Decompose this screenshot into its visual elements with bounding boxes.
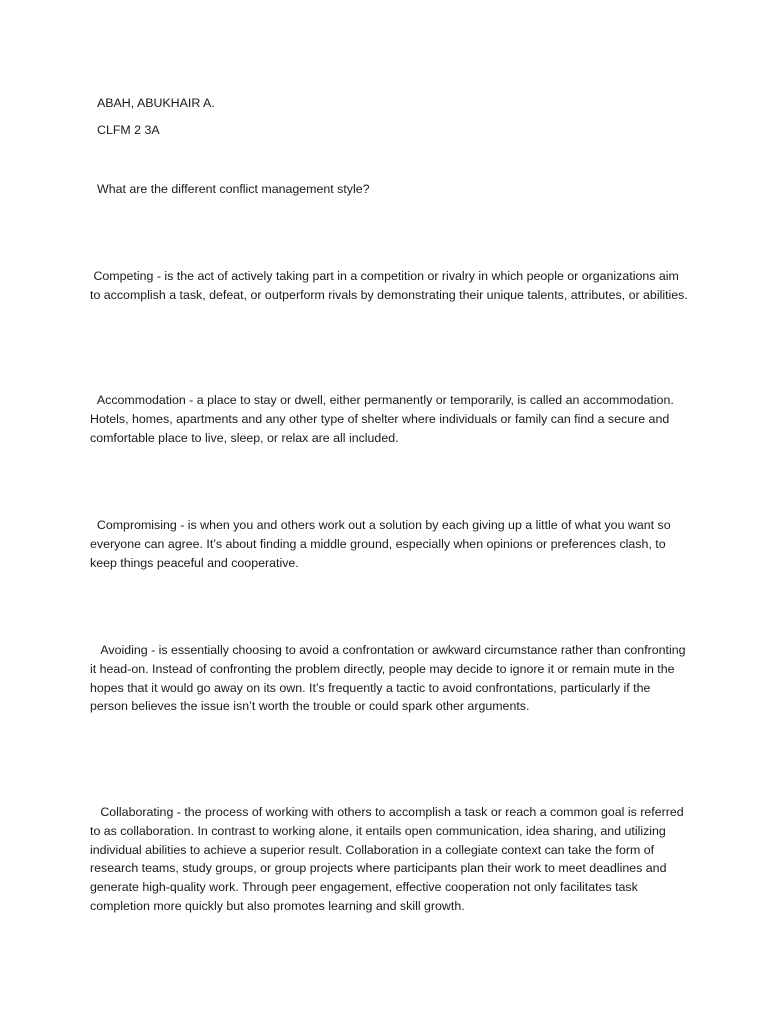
question-heading: What are the different conflict management style?: [97, 182, 370, 196]
answer-compromising: Compromising - is when you and others work out a solution by each giving up a little of what you want so everyone can agree. It’s about finding a middle ground, especially when opinions or preferences clash, to keep things peaceful and cooperative.: [90, 518, 675, 570]
answer-competing: Competing - is the act of actively taking part in a competition or rivalry in which people or organizations aim to accomplish a task, defeat, or outperform rivals by demonstrating their unique talents, attributes, or abilities.: [90, 269, 688, 302]
answer-accommodation: Accommodation - a place to stay or dwell, either permanently or temporarily, is called an accommodation. Hotels, homes, apartments and any other type of shelter where individuals or family can find a secure and comfortable place to live, sleep, or relax are all included.: [90, 393, 678, 445]
author-name: ABAH, ABUKHAIR A.: [97, 96, 215, 110]
answer-avoiding: Avoiding - is essentially choosing to avoid a confrontation or awkward circumstance rather than confronting it head-on. Instead of confronting the problem directly, people may decide to ignore it or remain mute in the hopes that it would go away on its own. It’s frequently a tactic to avoid confrontations, particularly if the person believes the issue isn’t worth the trouble or could spark other arguments.: [90, 643, 689, 714]
class-section: CLFM 2 3A: [97, 123, 160, 137]
answer-collaborating: Collaborating - the process of working with others to accomplish a task or reach a common goal is referred to as collaboration. In contrast to working alone, it entails open communication, idea sharing, and utilizing individual abilities to achieve a superior result. Collaboration in a collegiate context can take the form of research teams, study groups, or group projects where participants plan their work to meet deadlines and generate high-quality work. Through peer engagement, effective cooperation not only facilitates task completion more quickly but also promotes learning and skill growth.: [90, 805, 688, 913]
